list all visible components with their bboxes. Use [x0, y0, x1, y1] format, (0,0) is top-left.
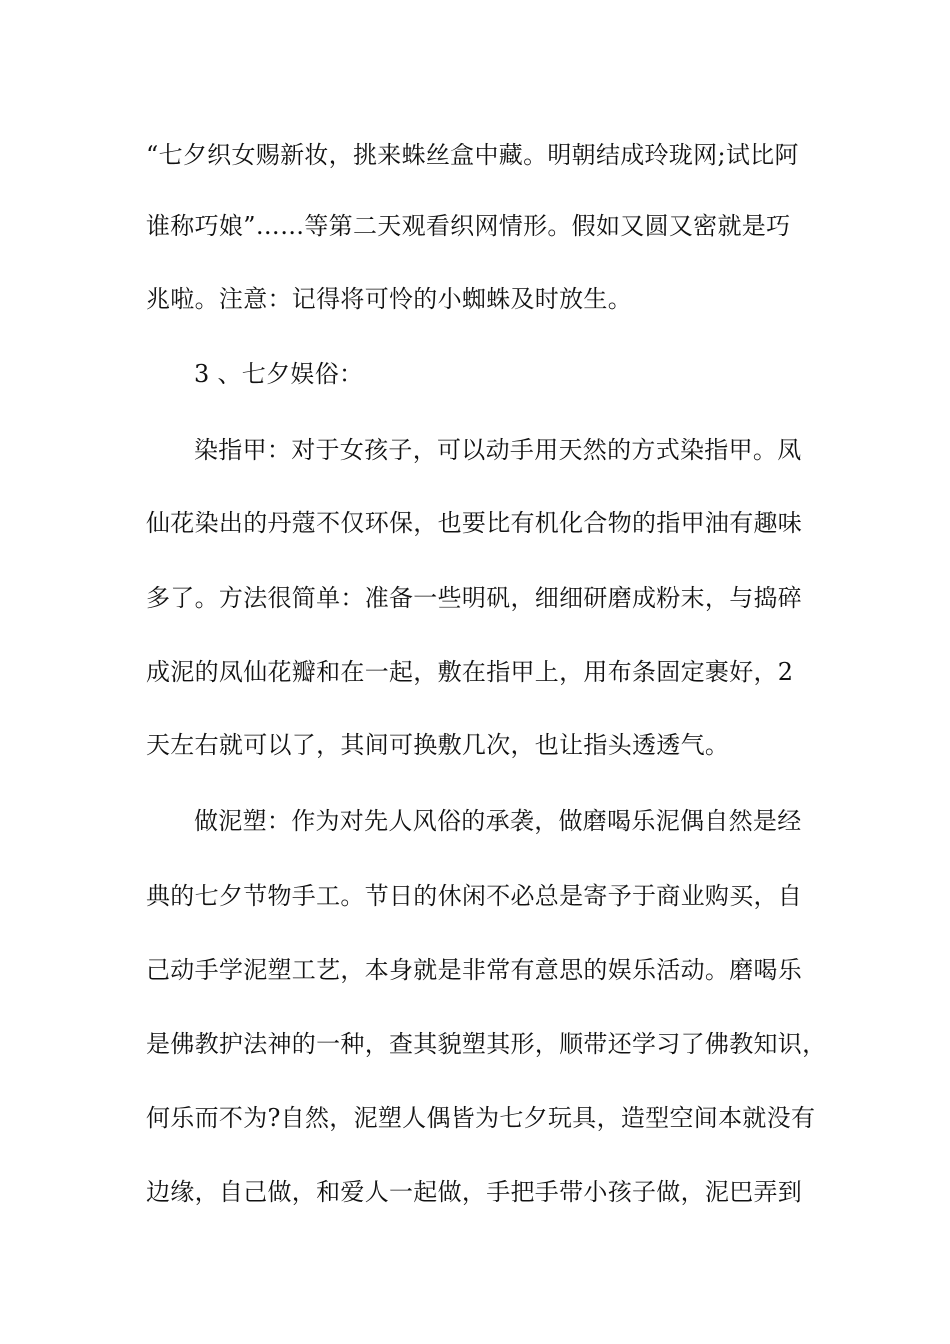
text-line: 仙花染出的丹蔻不仅环保，也要比有机化合物的指甲油有趣味: [146, 509, 803, 537]
text-line: 多了。方法很简单：准备一些明矾，细细研磨成粉末，与捣碎: [146, 584, 803, 612]
paragraph-start: 做泥塑：作为对先人风俗的承袭，做磨喝乐泥偶自然是经: [194, 807, 802, 835]
text-line: 兆啦。注意：记得将可怜的小蜘蛛及时放生。: [146, 285, 632, 313]
text-line: 边缘，自己做，和爱人一起做，手把手带小孩子做，泥巴弄到: [146, 1178, 803, 1206]
text-line: 是佛教护法神的一种，查其貌塑其形，顺带还学习了佛教知识，: [146, 1030, 827, 1058]
text-line: 典的七夕节物手工。节日的休闲不必总是寄予于商业购买，自: [146, 882, 803, 910]
text-line: 己动手学泥塑工艺，本身就是非常有意思的娱乐活动。磨喝乐: [146, 956, 803, 984]
text-line: 谁称巧娘”……等第二天观看织网情形。假如又圆又密就是巧: [146, 212, 791, 240]
paragraph-start: 染指甲：对于女孩子，可以动手用天然的方式染指甲。凤: [194, 436, 802, 464]
text-line: 成泥的凤仙花瓣和在一起，敷在指甲上，用布条固定裹好，2: [146, 658, 794, 686]
text-line: “七夕织女赐新妆，挑来蛛丝盒中藏。明朝结成玲珑网;试比阿: [146, 141, 799, 169]
section-heading: 3 、七夕娱俗：: [194, 360, 364, 388]
text-line: 何乐而不为?自然，泥塑人偶皆为七夕玩具，造型空间本就没有: [146, 1104, 816, 1132]
text-line: 天左右就可以了，其间可换敷几次，也让指头透透气。: [146, 731, 730, 759]
